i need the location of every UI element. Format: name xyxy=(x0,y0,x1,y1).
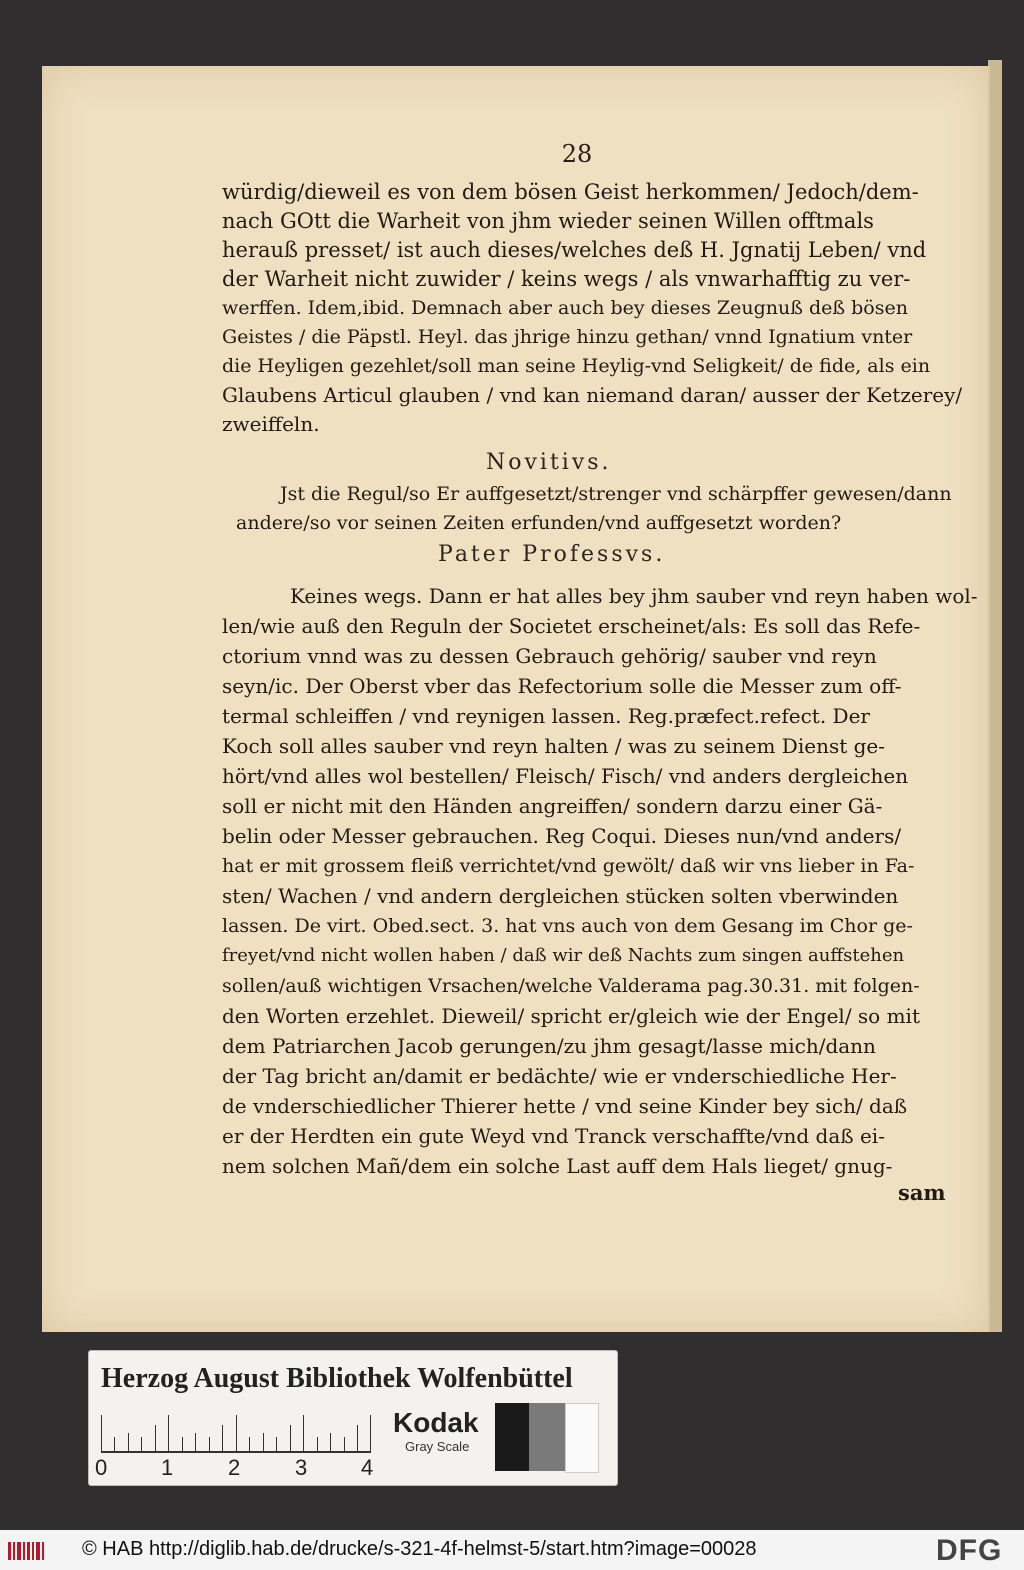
text-line: termal schleiffen / vnd reynigen lassen. Reg.præfect.refect. Der xyxy=(222,704,870,728)
text-line: freyet/vnd nicht wollen haben / daß wir deß Nachts zum singen auffstehen xyxy=(222,945,905,966)
section-heading-pater-professus: Pater Professvs. xyxy=(438,542,666,567)
ruler xyxy=(101,1415,371,1453)
text-line: den Worten erzehlet. Dieweil/ spricht er/gleich wie der Engel/ so mit xyxy=(222,1004,920,1028)
kodak-logo: Kodak xyxy=(393,1407,479,1438)
text-line: die Heyligen gezehlet/soll man seine Heylig-vnd Seligkeit/ de fide, als ein xyxy=(222,355,931,377)
barcode-logo-icon xyxy=(8,1540,48,1562)
swatch-white xyxy=(565,1403,599,1473)
gray-scale-label: Gray Scale xyxy=(405,1439,470,1454)
text-line: belin oder Messer gebrauchen. Reg Coqui. Dieses nun/vnd anders/ xyxy=(222,824,902,848)
section-heading-novitius: Novitivs. xyxy=(486,450,612,475)
text-line: der Warheit nicht zuwider / keins wegs / als vnwarhafftig zu ver- xyxy=(222,267,911,291)
ruler-number: 3 xyxy=(295,1455,308,1480)
footer-bar xyxy=(0,1530,1024,1570)
text-line: de vnderschiedlicher Thierer hette / vnd seine Kinder bey sich/ daß xyxy=(222,1094,908,1118)
text-line: Koch soll alles sauber vnd reyn halten / was zu seinem Dienst ge- xyxy=(222,734,885,758)
color-calibration-target xyxy=(88,1350,618,1486)
text-line: der Tag bricht an/damit er bedächte/ wie er vnderschiedliche Her- xyxy=(222,1064,897,1088)
catchword: sam xyxy=(898,1180,946,1205)
text-line: andere/so vor seinen Zeiten erfunden/vnd auffgesetzt worden? xyxy=(236,512,842,534)
text-line: Glaubens Articul glauben / vnd kan niemand daran/ ausser der Ketzerey/ xyxy=(222,383,963,407)
text-line: sten/ Wachen / vnd andern dergleichen stücken solten vberwinden xyxy=(222,884,899,908)
target-title: Herzog August Bibliothek Wolfenbüttel xyxy=(101,1363,573,1394)
text-line: Keines wegs. Dann er hat alles bey jhm sauber vnd reyn haben wol- xyxy=(290,584,978,608)
text-line: Geistes / die Päpstl. Heyl. das jhrige hinzu gethan/ vnnd Ignatium vnter xyxy=(222,326,913,348)
page-edge xyxy=(988,60,1002,1332)
text-line: seyn/ic. Der Oberst vber das Refectorium solle die Messer zum off- xyxy=(222,674,902,698)
text-line: len/wie auß den Reguln der Societet erscheinet/als: Es soll das Refe- xyxy=(222,614,921,638)
text-line: würdig/dieweil es von dem bösen Geist herkommen/ Jedoch/dem- xyxy=(222,180,919,204)
text-line: ctorium vnnd was zu dessen Gebrauch gehörig/ sauber vnd reyn xyxy=(222,644,877,668)
text-line: Jst die Regul/so Er auffgesetzt/strenger vnd schärpffer gewesen/dann xyxy=(280,483,952,505)
text-line: lassen. De virt. Obed.sect. 3. hat vns auch von dem Gesang im Chor ge- xyxy=(222,915,913,937)
source-url-link[interactable]: © HAB http://diglib.hab.de/drucke/s-321-4f-helmst-5/start.htm?image=00028 xyxy=(82,1538,757,1560)
text-line: hört/vnd alles wol bestellen/ Fleisch/ Fisch/ vnd anders dergleichen xyxy=(222,764,909,788)
swatch-gray xyxy=(529,1403,565,1471)
ruler-number: 1 xyxy=(161,1455,174,1480)
text-line: zweiffeln. xyxy=(222,412,320,436)
text-line: herauß presset/ ist auch dieses/welches deß H. Jgnatij Leben/ vnd xyxy=(222,238,927,262)
text-line: werffen. Idem,ibid. Demnach aber auch bey dieses Zeugnuß deß bösen xyxy=(222,297,908,319)
text-line: nach GOtt die Warheit von jhm wieder seinen Willen offtmals xyxy=(222,209,874,233)
text-line: sollen/auß wichtigen Vrsachen/welche Valderama pag.30.31. mit folgen- xyxy=(222,975,920,997)
ruler-number: 4 xyxy=(361,1455,374,1480)
ruler-number: 0 xyxy=(95,1455,108,1480)
dfg-logo: DFG xyxy=(936,1534,1003,1567)
page-number: 28 xyxy=(561,140,593,168)
swatch-black xyxy=(495,1403,529,1471)
text-line: er der Herdten ein gute Weyd vnd Tranck verschaffte/vnd daß ei- xyxy=(222,1124,885,1148)
text-line: nem solchen Mañ/dem ein solche Last auff dem Hals lieget/ gnug- xyxy=(222,1154,893,1178)
text-line: dem Patriarchen Jacob gerungen/zu jhm gesagt/lasse mich/dann xyxy=(222,1034,876,1058)
text-line: hat er mit grossem fleiß verrichtet/vnd gewölt/ daß wir vns lieber in Fa- xyxy=(222,855,915,877)
text-line: soll er nicht mit den Händen angreiffen/ sondern darzu einer Gä- xyxy=(222,794,883,818)
ruler-number: 2 xyxy=(228,1455,241,1480)
